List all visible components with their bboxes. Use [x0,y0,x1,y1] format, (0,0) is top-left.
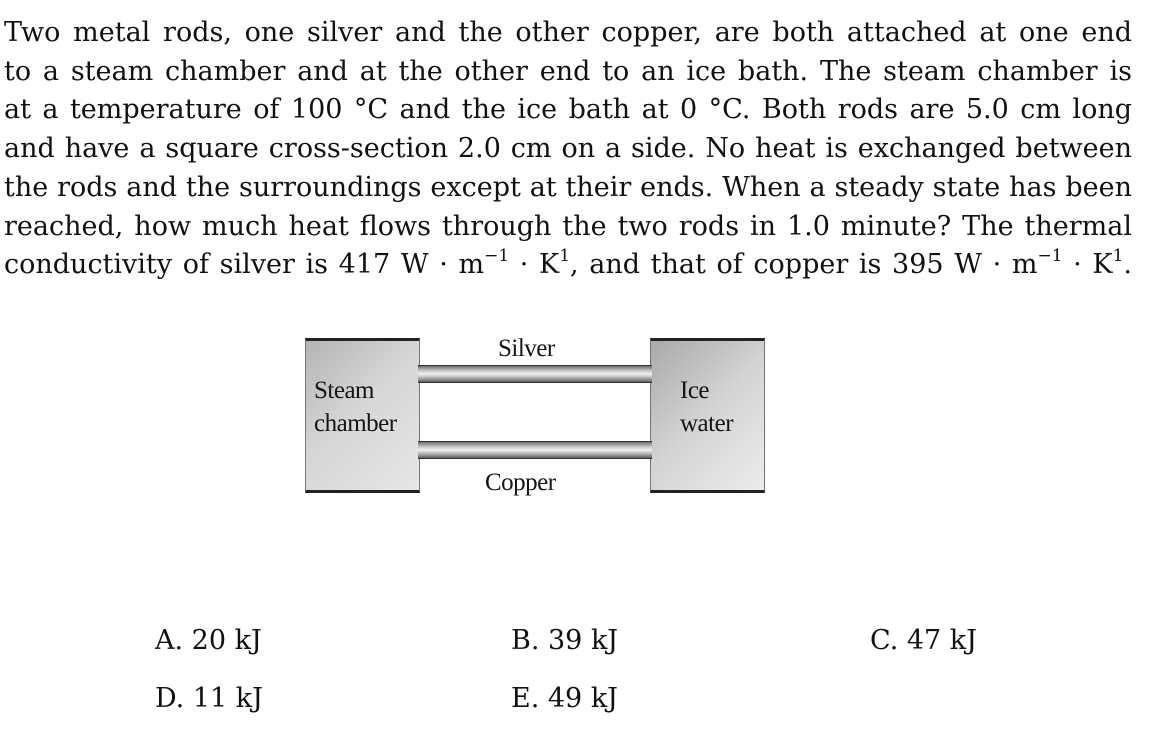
question-line: to a steam chamber and at the other end to an ice bath. The steam chamber is [4,55,1132,87]
conductivity-text: · K [509,249,560,281]
conductivity-text: conductivity of silver is 417 W · m [4,249,485,281]
ice-water-label [680,374,733,440]
question-line: at a temperature of 100 °C and the ice bath at 0 °C. Both rods are 5.0 cm long [4,94,1132,126]
ice-label-line: Ice [680,377,710,404]
conductivity-text: . [1123,249,1132,281]
question-text [4,14,1132,285]
silver-label: Silver [498,335,555,362]
exponent: −1 [1037,246,1063,267]
ice-label-line: water [680,410,734,437]
conductivity-text: · K [1062,249,1113,281]
exponent: 1 [559,246,571,267]
answer-option-a[interactable]: A. 20 kJ [155,625,262,656]
answer-option-c[interactable]: C. 47 kJ [870,625,977,656]
steam-label-line: Steam [314,377,374,404]
steam-label-line: chamber [314,410,397,437]
question-line: reached, how much heat flows through the two rods in 1.0 minute? The thermal [4,210,1132,242]
answer-option-b[interactable]: B. 39 kJ [511,625,619,656]
exponent: −1 [484,246,510,267]
rods-diagram [300,330,770,500]
copper-label: Copper [485,469,556,496]
question-line: the rods and the surroundings except at their ends. When a steady state has been [4,171,1132,203]
question-line-conductivity [4,246,1132,285]
copper-rod [418,441,652,459]
exponent: 1 [1112,246,1124,267]
silver-rod [418,365,652,383]
steam-chamber-label [314,374,397,440]
question-line: and have a square cross-section 2.0 cm on a side. No heat is exchanged between [4,133,1132,165]
answer-option-d[interactable]: D. 11 kJ [155,683,263,714]
question-line: Two metal rods, one silver and the other copper, are both attached at one end [4,17,1132,48]
conductivity-text: , and that of copper is 395 W · m [570,249,1038,281]
answer-option-e[interactable]: E. 49 kJ [511,683,618,714]
